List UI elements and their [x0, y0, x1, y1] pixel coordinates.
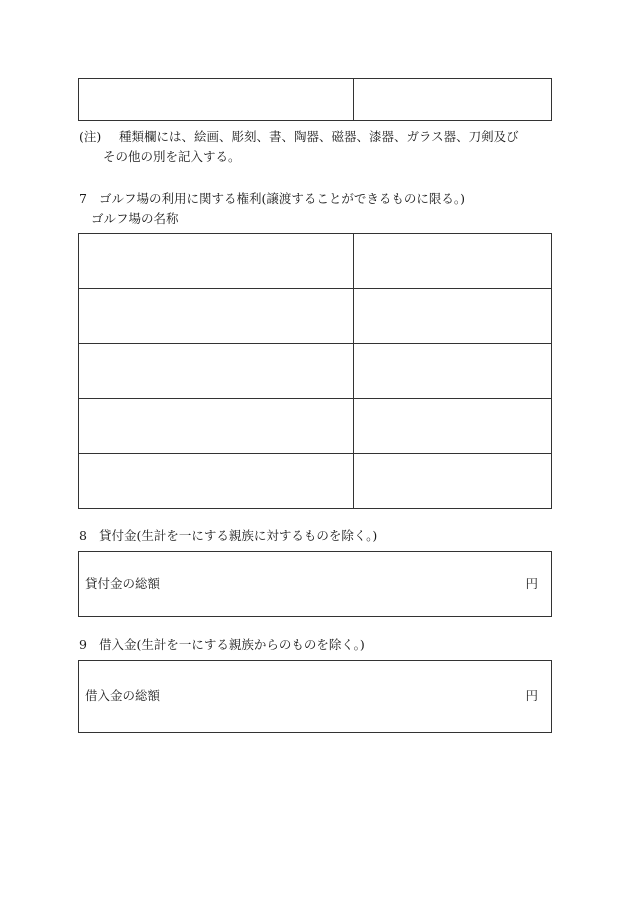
borrowing-total-unit: 円	[525, 688, 538, 703]
table-row	[79, 289, 552, 344]
table-row	[79, 79, 552, 121]
table-cell[interactable]	[354, 234, 552, 289]
table-cell[interactable]	[79, 344, 354, 399]
table-row	[79, 399, 552, 454]
borrowing-total-label: 借入金の総額	[85, 688, 161, 703]
table-cell[interactable]	[79, 289, 354, 344]
note-label: (注)	[79, 129, 102, 144]
table-cell[interactable]	[79, 234, 354, 289]
loan-total-unit: 円	[525, 576, 538, 591]
table-cell[interactable]	[354, 399, 552, 454]
table-cell[interactable]	[79, 79, 354, 121]
section7-title: ゴルフ場の利用に関する権利(譲渡することができるものに限る。)	[99, 191, 466, 206]
section9-title: 借入金(生計を一にする親族からのものを除く。)	[99, 637, 365, 652]
note-line-2: その他の別を記入する。	[103, 149, 241, 164]
table-cell[interactable]	[354, 344, 552, 399]
table-cell[interactable]	[354, 79, 552, 121]
section8-title: 貸付金(生計を一にする親族に対するものを除く。)	[99, 528, 378, 543]
section7-column-label: ゴルフ場の名称	[91, 211, 179, 226]
table-cell[interactable]	[79, 454, 354, 509]
section9-number: 9	[79, 637, 87, 652]
table-row	[79, 234, 552, 289]
note-line-1: 種類欄には、絵画、彫刻、書、陶器、磁器、漆器、ガラス器、刀剣及び	[119, 129, 519, 144]
loan-total-box[interactable]	[78, 551, 552, 617]
table-cell[interactable]	[354, 289, 552, 344]
section7-table	[78, 233, 552, 509]
table-cell[interactable]	[79, 399, 354, 454]
table-cell[interactable]	[354, 454, 552, 509]
borrowing-total-box[interactable]	[78, 660, 552, 733]
table-row	[79, 344, 552, 399]
section8-number: 8	[79, 528, 87, 543]
section6-table	[78, 78, 552, 121]
loan-total-label: 貸付金の総額	[85, 576, 161, 591]
table-row	[79, 454, 552, 509]
section7-number: 7	[79, 191, 87, 206]
